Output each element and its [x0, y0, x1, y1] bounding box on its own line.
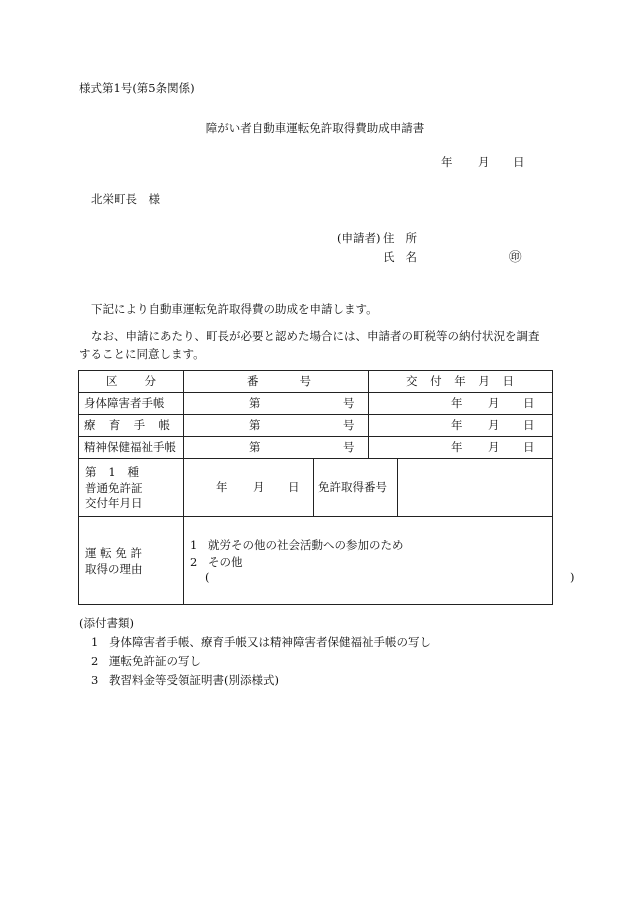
number-cell: [184, 393, 369, 415]
year-label: 年: [216, 480, 228, 494]
go-label: 号: [343, 396, 355, 410]
address-label: 住 所: [383, 231, 417, 245]
reason-content-cell: [184, 517, 575, 605]
row-label-cell: [79, 393, 184, 415]
attachments-heading: (添付書類): [79, 616, 134, 630]
table-row: [79, 437, 553, 459]
header-category-cell: 区 分: [79, 371, 184, 393]
document-title: 障がい者自動車運転免許取得費助成申請書: [205, 121, 425, 135]
dai-label: 第: [249, 396, 261, 410]
license-label-line2: 普通免許証: [85, 480, 143, 495]
date-day-label: 日: [513, 155, 525, 169]
license-label-line3: 交付年月日: [85, 496, 143, 510]
paren-close: ): [570, 570, 575, 584]
name-label: 氏 名: [383, 250, 417, 264]
header-issue-date-cell: 交 付 年 月 日: [369, 371, 553, 393]
issue-date-cell: [369, 415, 553, 437]
year-label: 年: [451, 418, 463, 432]
reason-label-line1: 運 転 免 許: [85, 546, 142, 560]
reason-option-2-number: 2: [190, 555, 198, 569]
table-header-row: [79, 371, 553, 393]
license-row: [79, 459, 553, 517]
seal-mark: ㊞: [509, 249, 522, 264]
day-label: 日: [523, 440, 535, 454]
attachment-text: 教習料金等受領証明書(別添様式): [109, 673, 279, 687]
attachment-number: 3: [91, 673, 99, 687]
row-label-cell: [79, 437, 184, 459]
request-text: 下記により自動車運転免許取得費の助成を申請します。: [91, 302, 378, 316]
month-label: 月: [488, 440, 500, 454]
year-label: 年: [451, 440, 463, 454]
license-label-line1: 第 1 種: [85, 465, 139, 479]
month-label: 月: [253, 480, 265, 494]
table-row: [79, 415, 553, 437]
month-label: 月: [488, 418, 500, 432]
go-label: 号: [343, 418, 355, 432]
form-number: 様式第1号(第5条関係): [79, 81, 195, 95]
attachment-text: 身体障害者手帳、療育手帳又は精神障害者保健福祉手帳の写し: [109, 635, 431, 649]
row-label: 身体障害者手帳: [84, 395, 165, 410]
license-number-label: 免許取得番号: [318, 480, 387, 494]
consent-text-line2: することに同意します。: [79, 347, 205, 361]
table-row: [79, 393, 553, 415]
day-label: 日: [288, 480, 300, 494]
paren-open: (: [205, 570, 210, 584]
month-label: 月: [488, 396, 500, 410]
issue-date-cell: [369, 437, 553, 459]
number-cell: [184, 437, 369, 459]
go-label: 号: [343, 440, 355, 454]
issue-date-cell: [369, 393, 553, 415]
date-month-label: 月: [478, 155, 490, 169]
dai-label: 第: [249, 440, 261, 454]
year-label: 年: [451, 396, 463, 410]
reason-row: [79, 517, 553, 605]
attachment-number: 1: [91, 635, 99, 649]
reason-label-line2: 取得の理由: [85, 561, 143, 576]
attachment-number: 2: [91, 654, 99, 668]
attachment-text: 運転免許証の写し: [109, 654, 201, 668]
license-date-cell: [184, 459, 314, 517]
row-label: 精神保健福祉手帳: [84, 439, 176, 454]
reason-option-1-number: 1: [190, 538, 198, 552]
date-year-label: 年: [441, 155, 453, 169]
number-cell: [184, 415, 369, 437]
applicant-label: (申請者): [337, 231, 381, 245]
header-number-cell: 番 号: [184, 371, 369, 393]
reason-label-cell: [79, 517, 184, 605]
day-label: 日: [523, 418, 535, 432]
dai-label: 第: [249, 418, 261, 432]
license-label-cell: [79, 459, 184, 517]
license-number-cell: [314, 459, 553, 517]
reason-option-1-text: 就労その他の社会活動への参加のため: [208, 538, 404, 552]
addressee: 北栄町長 様: [91, 192, 160, 206]
day-label: 日: [523, 396, 535, 410]
reason-option-2-text: その他: [208, 555, 243, 569]
application-table: [78, 370, 575, 605]
license-number-divider: [397, 458, 398, 517]
consent-text-line1: なお、申請にあたり、町長が必要と認めた場合には、申請者の町税等の納付状況を調査: [91, 329, 540, 343]
row-label-cell: 療 育 手 帳: [79, 415, 184, 437]
